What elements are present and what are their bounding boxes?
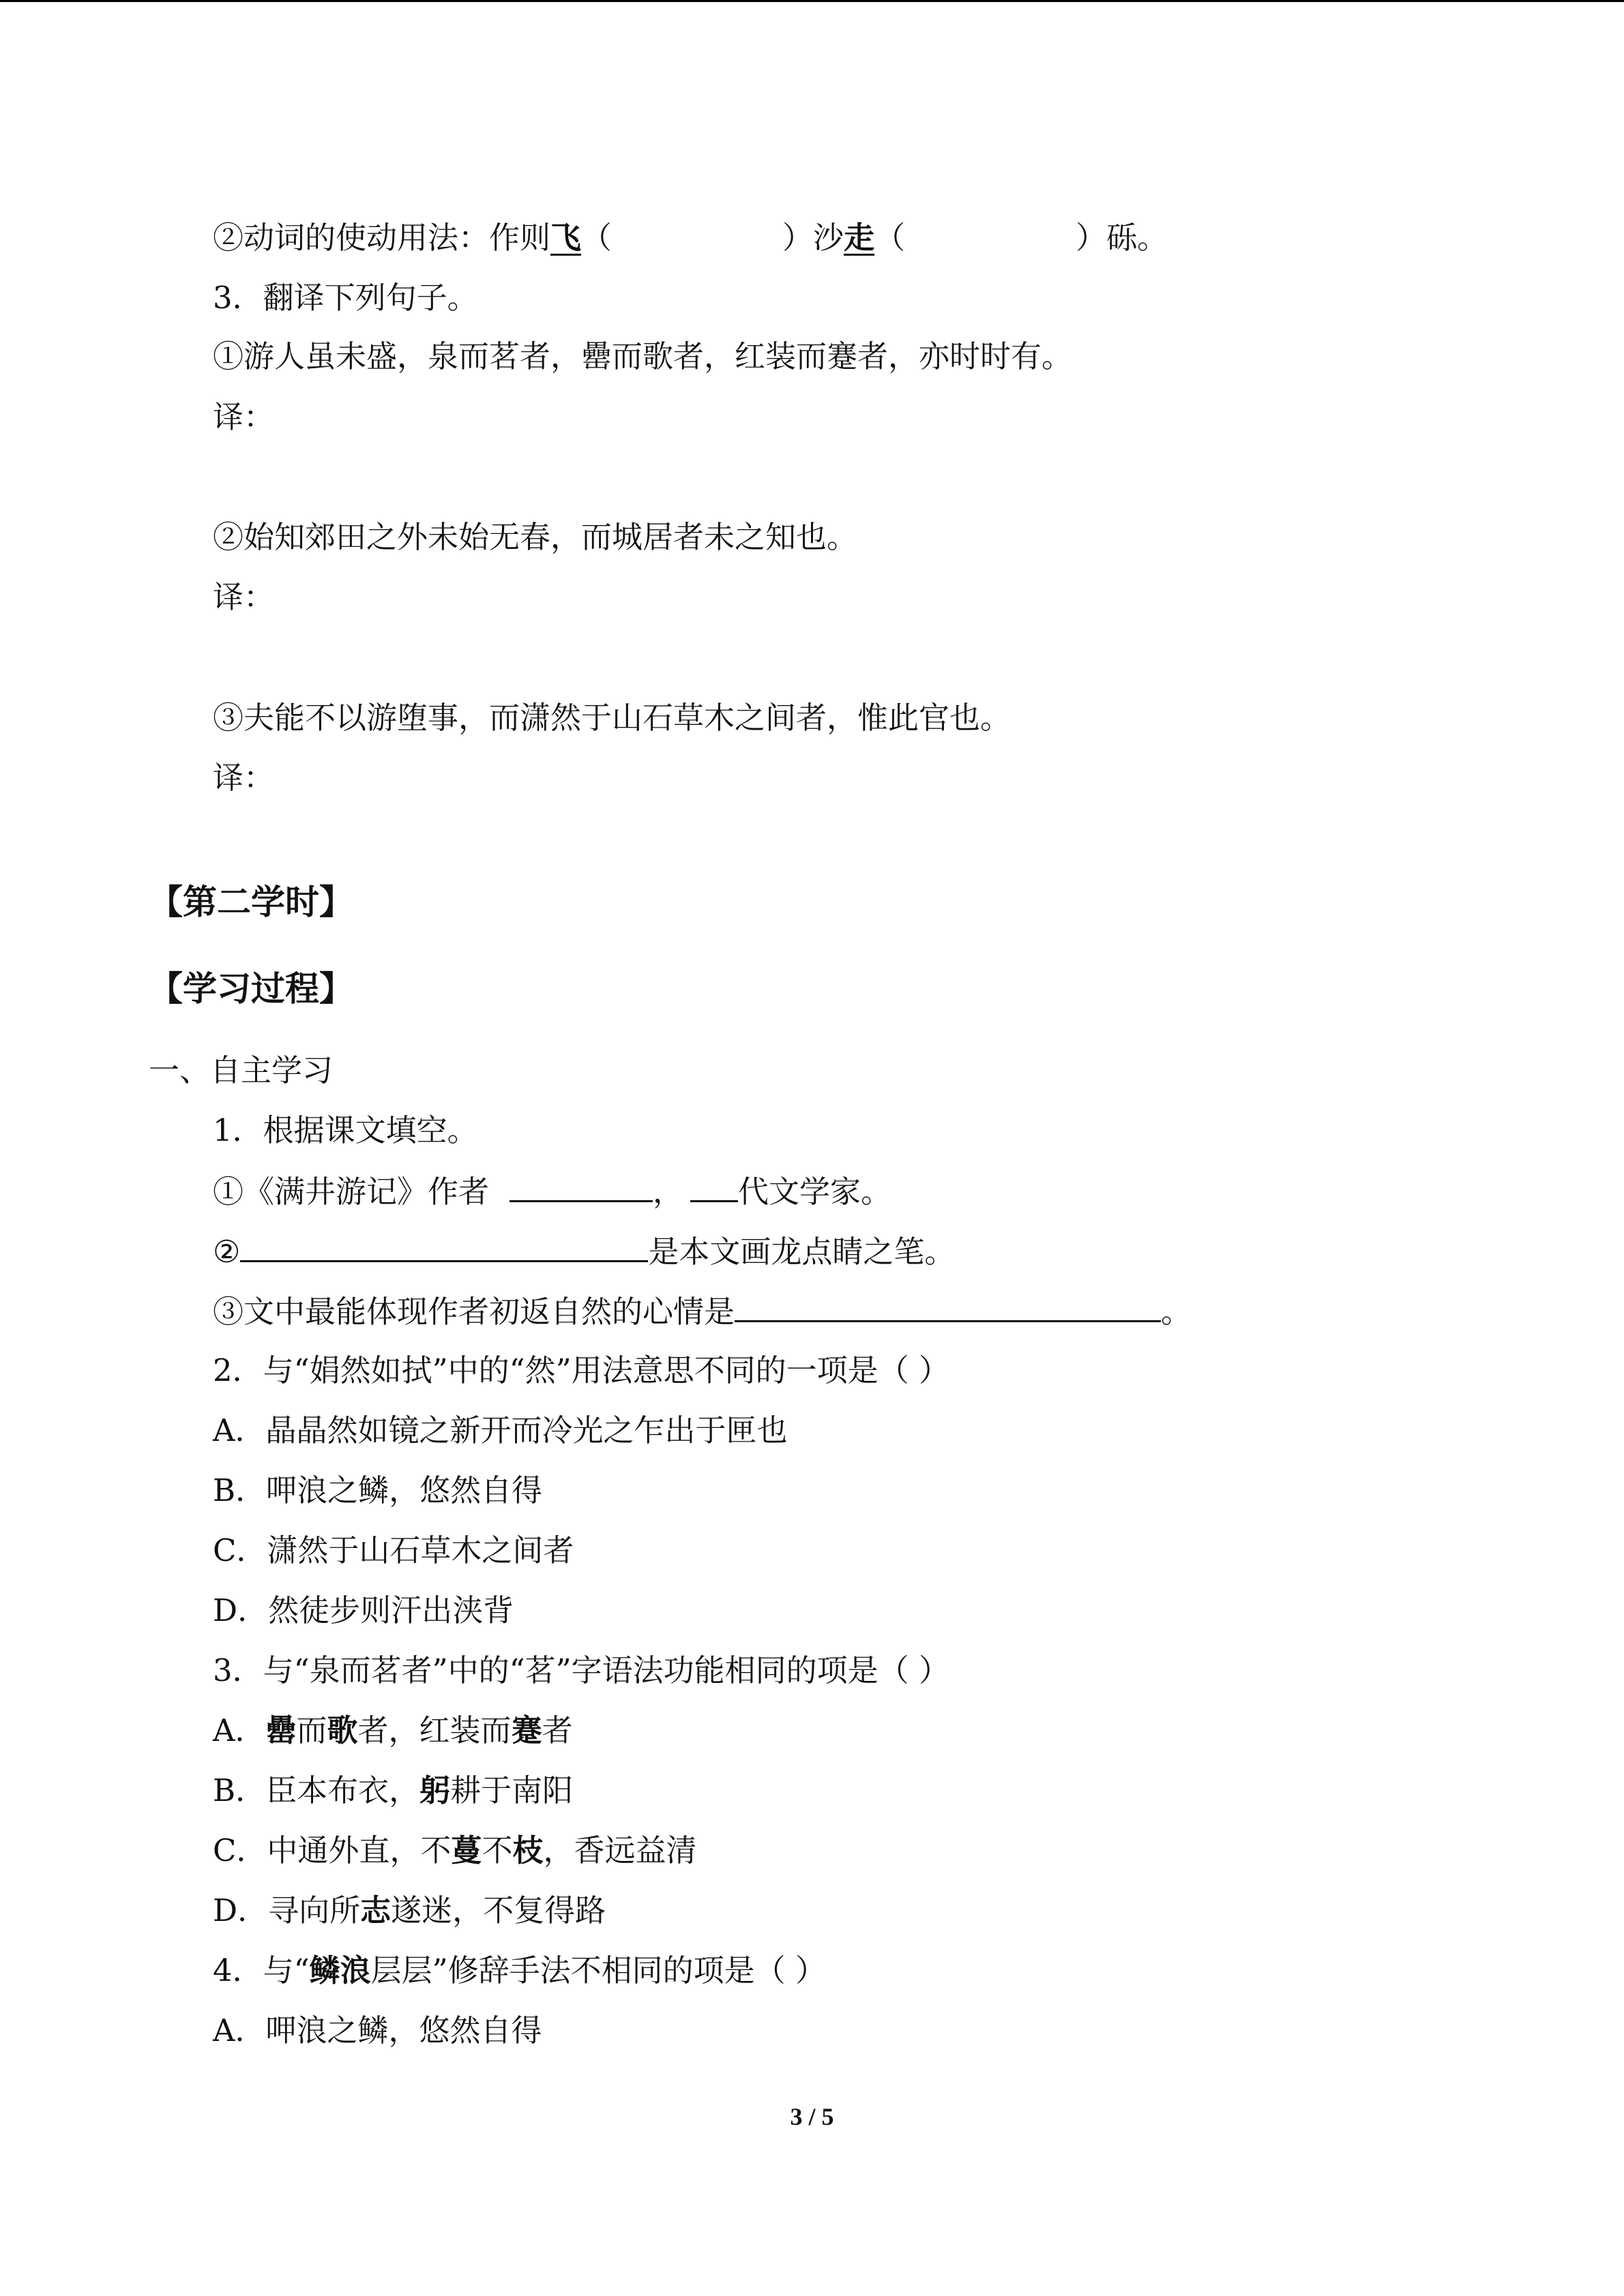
- text: ，香远益清: [543, 1832, 697, 1868]
- fill-blank[interactable]: [735, 1290, 1161, 1322]
- option-c: [213, 1830, 697, 1871]
- option-a: A．呷浪之鳞，悠然自得: [213, 2012, 542, 2048]
- fill-blank[interactable]: [690, 1170, 738, 1202]
- bold-word: 枝: [512, 1832, 544, 1868]
- text: ，: [653, 1174, 684, 1210]
- bold-word: 躬: [419, 1772, 451, 1808]
- translate-label: 译：: [213, 399, 275, 435]
- translate-label: 译：: [213, 760, 275, 796]
- text: 。: [1161, 1294, 1192, 1330]
- sentence-2: ②始知郊田之外未始无春，而城居者未之知也。: [213, 519, 858, 555]
- bold-word: 蔓: [451, 1832, 482, 1868]
- text: 4．与“: [213, 1952, 310, 1988]
- question-3: 3．与“泉而茗者”中的“茗”字语法功能相同的项是（ ）: [213, 1652, 949, 1688]
- question-1-1: [213, 1170, 891, 1212]
- question-1: 1．根据课文填空。: [213, 1112, 478, 1148]
- text: （: [874, 220, 906, 256]
- question-1-3: [213, 1290, 1192, 1332]
- option-d: D．然徒步则汗出浃背: [213, 1592, 514, 1628]
- text: ）沙: [782, 220, 844, 256]
- text: 者: [542, 1712, 573, 1748]
- text: 耕于南阳: [450, 1772, 574, 1808]
- text: ）砾。: [1076, 220, 1168, 256]
- question-2: 2．与“娟然如拭”中的“然”用法意思不同的一项是（ ）: [213, 1352, 949, 1388]
- text: ①《满井游记》作者: [213, 1174, 490, 1210]
- text: 遂迷，不复得路: [391, 1892, 606, 1928]
- bold-word: 鳞浪: [309, 1952, 371, 1988]
- translate-label: 译：: [213, 579, 275, 615]
- question-3-heading: 3．翻译下列句子。: [213, 280, 478, 316]
- sentence-3: ③夫能不以游堕事，而潇然于山石草木之间者，惟此官也。: [213, 700, 1012, 736]
- option-b: [213, 1770, 573, 1811]
- text: （: [581, 220, 612, 256]
- text: 不: [482, 1832, 513, 1868]
- text: B．臣本布衣，: [213, 1772, 420, 1808]
- underlined-word: 走: [844, 220, 875, 256]
- text: 者，红装而: [357, 1712, 512, 1748]
- section-heading-second-period: 【第二学时】: [149, 882, 353, 922]
- question-2-2: [213, 218, 1168, 258]
- option-c: C．潇然于山石草木之间者: [213, 1532, 574, 1568]
- text: ②: [213, 1234, 241, 1270]
- fill-blank[interactable]: [240, 1230, 648, 1262]
- underlined-word: 飞: [550, 220, 582, 256]
- text: ③文中最能体现作者初返自然的心情是: [213, 1294, 735, 1330]
- text: 层层”修辞手法不相同的项是（ ）: [370, 1952, 826, 1988]
- bold-word: 罍: [265, 1712, 297, 1748]
- question-1-2: [213, 1230, 955, 1272]
- text: A．: [213, 1712, 266, 1748]
- sentence-1: ①游人虽未盛，泉而茗者，罍而歌者，红装而蹇者，亦时时有。: [213, 338, 1073, 374]
- bold-word: 歌: [327, 1712, 358, 1748]
- text: D．寻向所: [213, 1892, 361, 1928]
- question-4: [213, 1950, 826, 1991]
- text: 是本文画龙点睛之笔。: [648, 1234, 956, 1270]
- fill-blank[interactable]: [510, 1170, 653, 1202]
- bold-word: 蹇: [511, 1712, 542, 1748]
- bold-word: 志: [360, 1892, 392, 1928]
- text: 代文学家。: [738, 1174, 892, 1210]
- option-b: B．呷浪之鳞，悠然自得: [213, 1472, 543, 1508]
- section-heading-learning-process: 【学习过程】: [149, 968, 353, 1009]
- page-number: 3 / 5: [790, 2103, 834, 2130]
- option-a: [213, 1710, 573, 1751]
- text: 而: [296, 1712, 327, 1748]
- subsection-title: 一、自主学习: [149, 1052, 334, 1088]
- option-d: [213, 1890, 606, 1931]
- text: ②动词的使动用法：作则: [213, 220, 551, 256]
- option-a: A．晶晶然如镜之新开而冷光之乍出于匣也: [213, 1412, 788, 1448]
- text: C．中通外直，不: [213, 1832, 452, 1868]
